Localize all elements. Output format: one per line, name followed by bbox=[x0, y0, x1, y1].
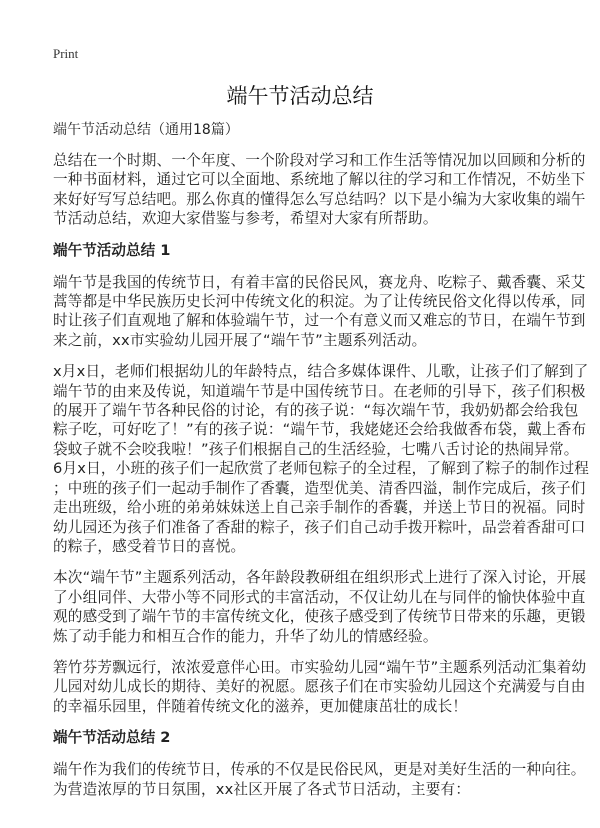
paragraph bbox=[53, 151, 586, 229]
paragraph-line: 观的感受到了端午节的丰富传统文化，使孩子感受到了传统节日带来的乐趣，更锻 bbox=[53, 608, 586, 626]
paragraph-line: 儿园对幼儿成长的期待、美好的祝愿。愿孩子们在市实验幼儿园这个充满爱与自由 bbox=[53, 678, 586, 696]
paragraph bbox=[53, 568, 587, 646]
paragraph-line: 总结在一个时期、一个年度、一个阶段对学习和工作生活等情况加以回顾和分析的 bbox=[53, 152, 586, 169]
paragraph bbox=[53, 362, 589, 459]
section-heading: 端午节活动总结 2 bbox=[53, 729, 171, 747]
paragraph-line: 的展开了端午节各种民俗的讨论，有的孩子说：“每次端午节，我奶奶都会给我包 bbox=[53, 402, 579, 420]
paragraph-line: 时让孩子们直观地了解和体验端午节，过一个有意义而又难忘的节日，在端午节到 bbox=[53, 312, 586, 330]
document-body bbox=[53, 121, 590, 811]
paragraph-line: 6月x日，小班的孩子们一起欣赏了老师包粽子的全过程，了解到了粽子的制作过程 bbox=[53, 460, 590, 478]
paragraph bbox=[53, 760, 586, 799]
section-heading: 端午节活动总结 1 bbox=[53, 241, 171, 259]
paragraph-line: 来好好写写总结吧。那么你真的懂得怎么写总结吗？以下是小编为大家收集的端午 bbox=[53, 190, 586, 208]
paragraph-line: 袋蚊子就不会咬我啦！”孩子们根据自己的生活经验，七嘴八舌讨论的热闹异常。 bbox=[53, 440, 579, 458]
paragraph-line: 箬竹芬芳飘远行，浓浓爱意伴心田。市实验幼儿园“端午节”主题系列活动汇集着幼 bbox=[53, 658, 587, 676]
paragraph-line: 的粽子，感受着节日的喜悦。 bbox=[53, 537, 246, 555]
paragraph-line: ；中班的孩子们一起动手制作了香囊，造型优美、清香四溢，制作完成后，孩子们 bbox=[53, 479, 586, 497]
paragraph-line: 本次“端午节”主题系列活动，各年龄段教研组在组织形式上进行了深入讨论，开展 bbox=[53, 569, 587, 587]
paragraph bbox=[53, 273, 586, 351]
paragraph-line: 端午节是我国的传统节日，有着丰富的民俗民风，赛龙舟、吃粽子、戴香囊、采艾 bbox=[53, 273, 586, 291]
paragraph bbox=[53, 658, 587, 716]
paragraph-line: 端午作为我们的传统节日，传承的不仅是民俗民风，更是对美好生活的一种向往。 bbox=[53, 761, 586, 779]
paragraph-line: 幼儿园还为孩子们准备了香甜的粽子，孩子们自己动手拨开粽叶，品尝着香甜可口 bbox=[53, 518, 586, 536]
paragraph-line: 节活动总结，欢迎大家借鉴与参考，希望对大家有所帮助。 bbox=[53, 210, 438, 228]
paragraph-line: x月x日，老师们根据幼儿的年龄特点，结合多媒体课件、儿歌，让孩子们了解到了 bbox=[53, 363, 589, 381]
paragraph-line: 的幸福乐园里，伴随着传统文化的滋养，更加健康茁壮的成长！ bbox=[53, 697, 468, 715]
paragraph-line: 粽子吃，可好吃了！”有的孩子说：“端午节，我姥姥还会给我做香布袋，戴上香布 bbox=[53, 421, 587, 439]
document-title: 端午节活动总结 bbox=[226, 84, 374, 108]
paragraph-line: 了小组同伴、大带小等不同形式的丰富活动，不仅让幼儿在与同伴的愉快体验中直 bbox=[53, 588, 586, 606]
paragraph-line: 蒿等都是中华民族历史长河中传统文化的积淀。为了让传统民俗文化得以传承，同 bbox=[53, 293, 586, 311]
paragraph-line: 端午节的由来及传说，知道端午节是中国传统节日。在老师的引导下，孩子们积极 bbox=[53, 382, 586, 400]
print-link[interactable]: Print bbox=[53, 46, 79, 61]
paragraph-line: 走出班级，给小班的弟弟妹妹送上自己亲手制作的香囊，并送上节日的祝福。同时 bbox=[53, 499, 586, 517]
document-subtitle: 端午节活动总结（通用18篇） bbox=[53, 122, 239, 138]
paragraph-line: 为营造浓厚的节日氛围，xx社区开展了各式节日活动，主要有： bbox=[53, 780, 471, 798]
paragraph-line: 炼了动手能力和相互合作的能力，升华了幼儿的情感经验。 bbox=[53, 627, 438, 645]
paragraph bbox=[53, 459, 590, 556]
paragraph-line: 一种书面材料，通过它可以全面地、系统地了解以往的学习和工作情况，不妨坐下 bbox=[53, 171, 586, 189]
paragraph-line: 来之前，xx市实验幼儿园开展了“端午节”主题系列活动。 bbox=[53, 331, 427, 349]
